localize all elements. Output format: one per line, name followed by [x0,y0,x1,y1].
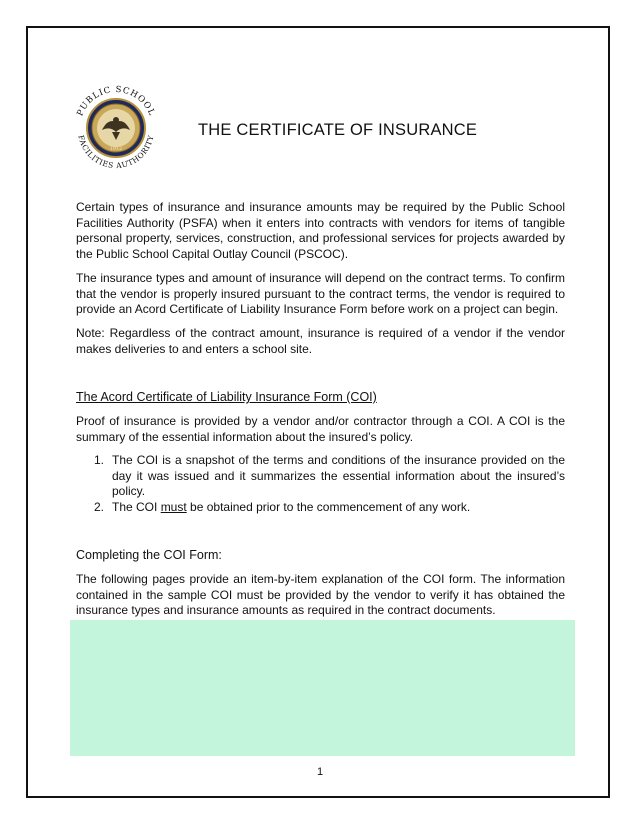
intro-paragraph-2: The insurance types and amount of insurance will depend on the contract terms. To confirm that the vendor is properly insured pursuant to the contract terms, the vendor is required to provide an Acord Certificate of Liability Insurance Form before work on a project can begin. [76,271,565,317]
highlight-box [70,620,575,756]
psfa-seal-logo [64,84,168,170]
coi-section-heading: The Acord Certificate of Liability Insurance Form (COI) [76,390,377,404]
list-text [112,500,565,516]
coi-intro-paragraph: Proof of insurance is provided by a vendor and/or contractor through a COI. A COI is the summary of the essential information about the insured’s policy. [76,414,565,444]
seal-year: 1912 [109,146,123,152]
intro-note: Note: Regardless of the contract amount, insurance is required of a vendor if the vendor makes deliveries to and enters a school site. [76,326,565,356]
list-text: The COI is a snapshot of the terms and conditions of the insurance provided on the day it was issued and it summarizes the essential information about the insured’s policy. [112,453,565,499]
completing-section-heading: Completing the COI Form: [76,548,222,562]
seal-bottom-text: FACILITIES AUTHORITY [76,134,156,170]
seal-top-text: PUBLIC SCHOOL [75,84,157,118]
list-item [94,453,565,500]
emphasis-must: must [160,500,187,514]
document-title: THE CERTIFICATE OF INSURANCE [198,121,478,139]
list-text-pre: The COI [112,500,161,514]
page-number: 1 [316,766,324,778]
completing-paragraph: The following pages provide an item-by-item explanation of the COI form. The information contained in the sample COI must be provided by the vendor to verify it has obtained the insurance types and insurance amounts as required in the contract documents. [76,572,565,618]
intro-paragraph-1: Certain types of insurance and insurance amounts may be required by the Public School Facilities Authority (PSFA) when it enters into contracts with vendors for items of tangible personal property, services, construction, and professional services for projects awarded by the Public School Capital Outlay Council (PSCOC). [76,200,565,261]
list-number: 2. [94,500,105,514]
list-item [94,500,565,516]
list-number: 1. [94,453,105,467]
list-text-post: be obtained prior to the commencement of any work. [186,500,471,514]
